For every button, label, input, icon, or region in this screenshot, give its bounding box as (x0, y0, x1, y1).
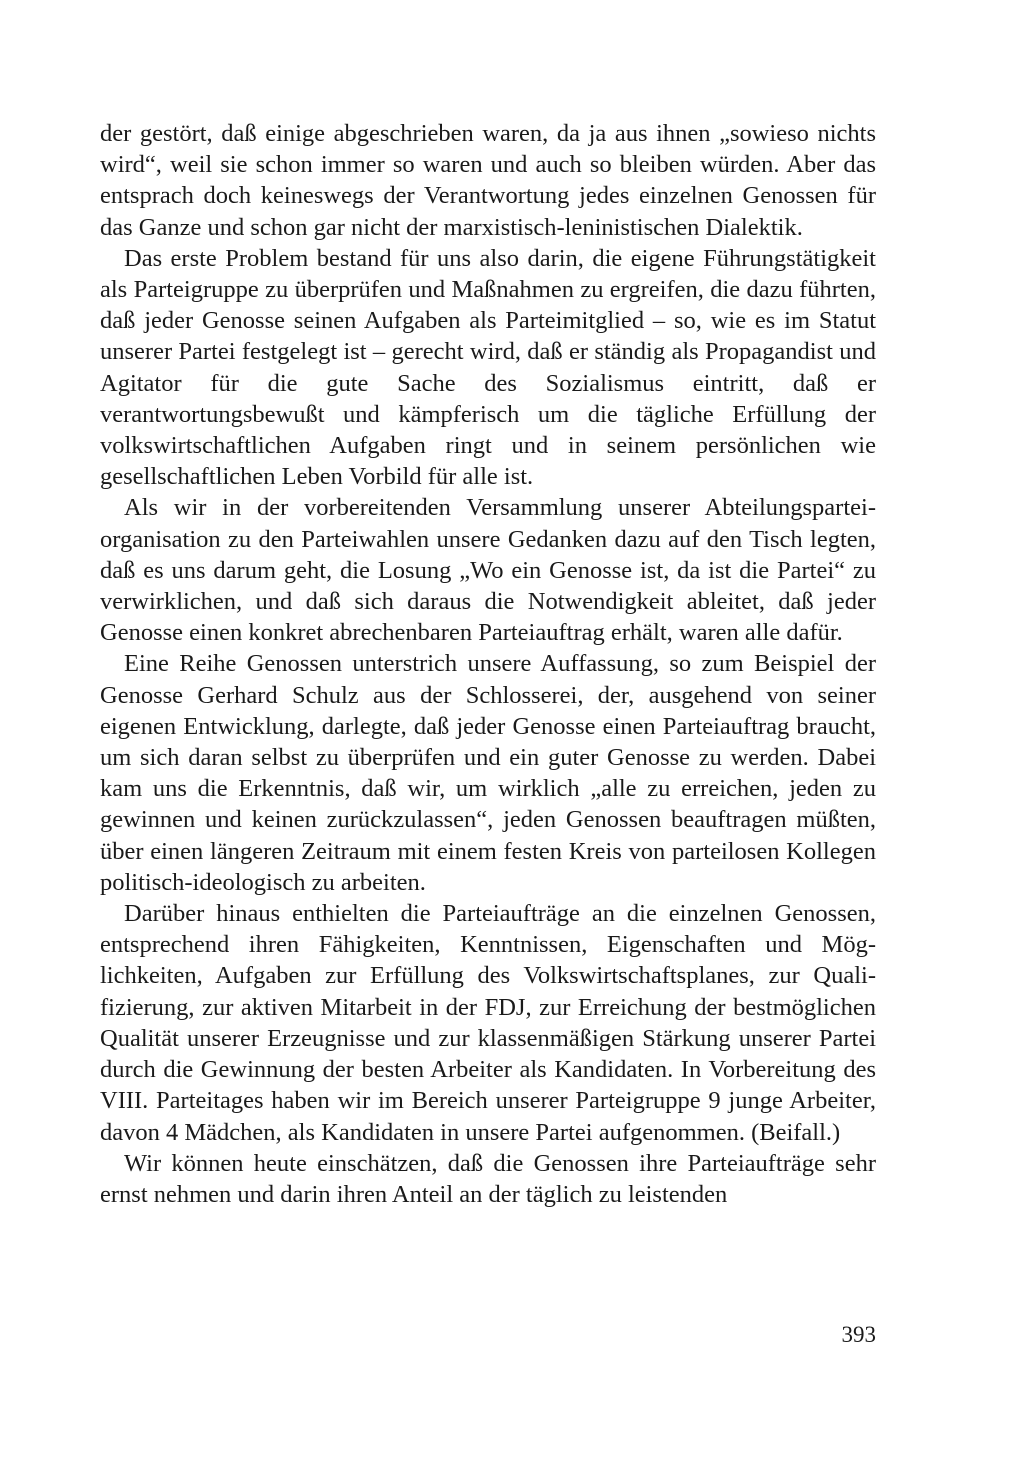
paragraph-4: Eine Reihe Genossen unterstrich unsere Auffassung, so zum Beispiel der Genosse Gerhard Schulz aus der Schlosserei, der, ausgehend von seiner eigenen Entwicklung, darlegte, daß jeder Genosse einen Parteiauftrag braucht, um sich daran selbst zu überprüfen und ein guter Genosse zu werden. Dabei kam uns die Erkenntnis, daß wir, um wirklich „alle zu erreichen, jeden zu gewinnen und keinen zurückzulassen“, jeden Genossen beauftragen müßten, über einen längeren Zeitraum mit einem festen Kreis von parteilosen Kollegen politisch-ideologisch zu arbeiten. (100, 650, 876, 896)
paragraph-5: Darüber hinaus enthielten die Parteiaufträge an die einzelnen Genossen, entsprechend ihren Fähigkeiten, Kenntnissen, Eigenschaften und Möglichkeiten, Aufgaben zur Erfüllung des Volkswirtschaftsplanes, zur Qualifizierung, zur aktiven Mitarbeit in der FDJ, zur Erreichung der bestmöglichen Qualität unserer Erzeugnisse und zur klassenmäßigen Stärkung unserer Partei durch die Gewinnung der besten Arbeiter als Kandidaten. In Vorbereitung des VIII. Parteitages haben wir im Bereich unserer Parteigruppe 9 junge Arbeiter, davon 4 Mädchen, als Kandidaten in unsere Partei aufgenommen. (Beifall.) (100, 900, 876, 1146)
page-number: 393 (841, 1322, 876, 1347)
paragraph-3: Als wir in der vorbereitenden Versammlung unserer Abteilungsparteiorganisation zu den Parteiwahlen unsere Gedanken dazu auf den Tisch legten, daß es uns darum geht, die Losung „Wo ein Genosse ist, da ist die Partei“ zu verwirklichen, und daß sich daraus die Notwendigkeit ableitet, daß jeder Genosse einen konkret abrechenbaren Parteiauftrag erhält, waren alle dafür. (100, 494, 876, 647)
paragraph-6: Wir können heute einschätzen, daß die Genossen ihre Parteiaufträge sehr ernst nehmen und darin ihren Anteil an der täglich zu leistenden (100, 1149, 876, 1208)
paragraph-2: Das erste Problem bestand für uns also darin, die eigene Führungstätigkeit als Parteigruppe zu überprüfen und Maßnahmen zu ergreifen, die dazu führten, daß jeder Genosse seinen Aufgaben als Parteimitglied – so, wie es im Statut unserer Partei festgelegt ist – gerecht wird, daß er ständig als Propagandist und Agitator für die gute Sache des Sozialismus eintritt, daß er verantwortungsbewußt und kämpferisch um die tägliche Erfüllung der volkswirtschaftlichen Aufgaben ringt und in seinem persönlichen wie gesellschaftlichen Leben Vorbild für alle ist. (100, 244, 876, 491)
document-page (100, 118, 876, 1210)
paragraph-1: der gestört, daß einige abgeschrieben waren, da ja aus ihnen „sowieso nichts wird“, weil sie schon immer so waren und auch so bleiben würden. Aber das entsprach doch keineswegs der Verantwortung jedes einzelnen Genossen für das Ganze und schon gar nicht der marxistisch-leninistischen Dialektik. (100, 120, 876, 241)
